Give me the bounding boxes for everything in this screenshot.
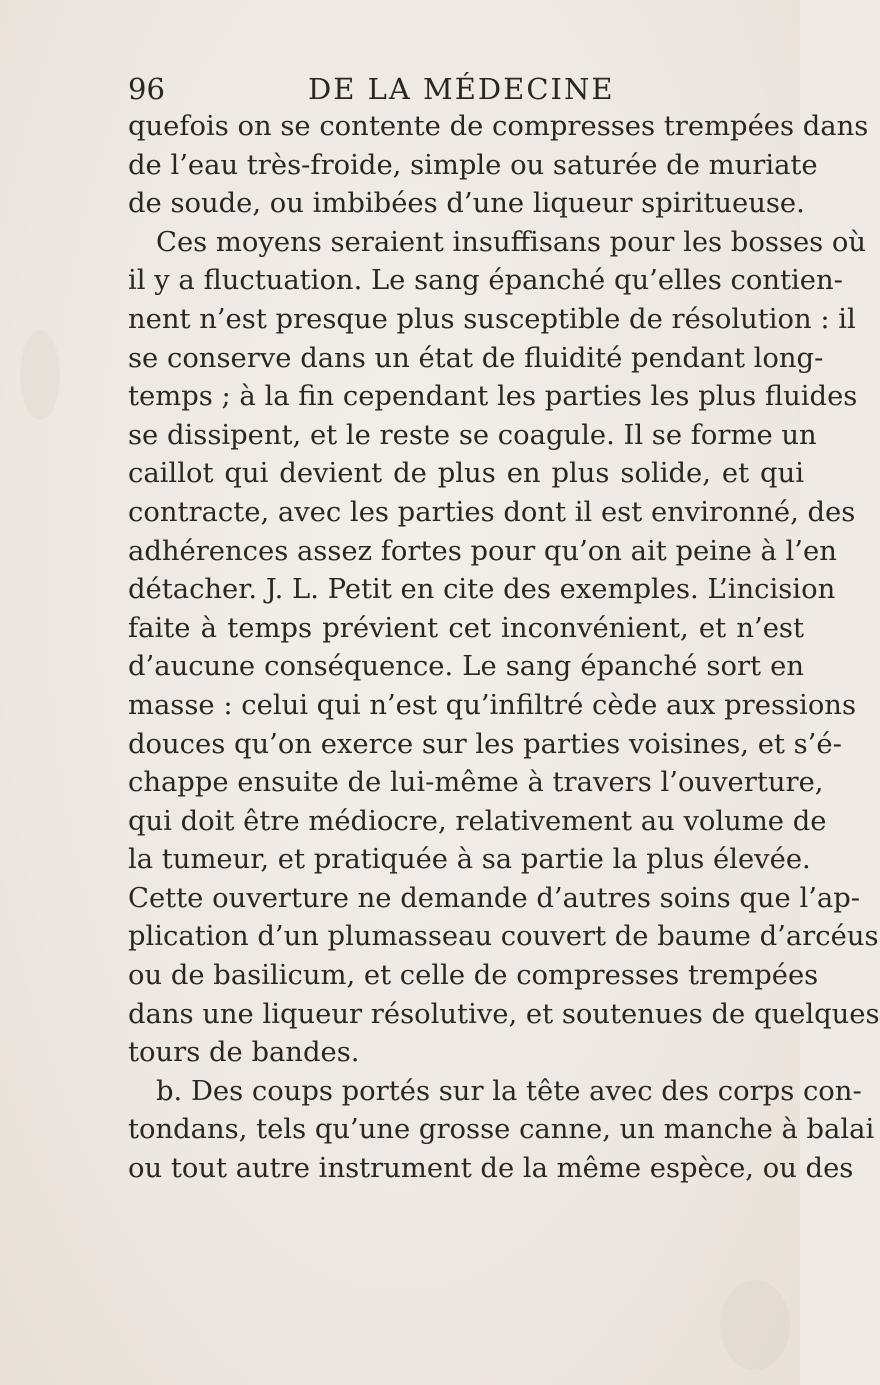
text-line: tours de bandes. <box>128 1037 360 1069</box>
text-line: de l’eau très-froide, simple ou saturée de muriate <box>128 149 818 181</box>
page-number: 96 <box>128 72 165 106</box>
paper-stain <box>720 1280 790 1370</box>
text-line: de soude, ou imbibées d’une liqueur spiritueuse. <box>128 188 805 220</box>
text-line: il y a fluctuation. Le sang épanché qu’elles contien- <box>128 265 843 297</box>
body-text <box>128 108 880 1189</box>
text-line: Ces moyens seraient insuffisans pour les bosses où <box>156 226 867 258</box>
text-line: adhérences assez fortes pour qu’on ait peine à l’en <box>128 535 837 567</box>
text-line: b. Des coups portés sur la tête avec des corps con- <box>156 1075 862 1107</box>
text-line: ou de basilicum, et celle de compresses trempées <box>128 960 819 992</box>
text-line: quefois on se contente de compresses trempées dans <box>128 111 869 142</box>
page-header <box>128 72 688 112</box>
text-line: d’aucune conséquence. Le sang épanché sort en <box>128 651 804 683</box>
paper-stain <box>20 330 60 420</box>
text-line: détacher. J. L. Petit en cite des exemples. L’incision <box>128 574 836 606</box>
text-line: nent n’est presque plus susceptible de résolution : il <box>128 303 856 335</box>
text-line: douces qu’on exerce sur les parties voisines, et s’é- <box>128 728 842 760</box>
text-line: se dissipent, et le reste se coagule. Il se forme un <box>128 419 817 451</box>
text-line: chappe ensuite de lui-même à travers l’ouverture, <box>128 767 824 799</box>
text-line: tondans, tels qu’une grosse canne, un manche à balai <box>128 1114 875 1146</box>
text-line: caillot qui devient de plus en plus solide, et qui <box>128 458 804 490</box>
running-title: DE LA MÉDECINE <box>308 72 615 106</box>
text-line: faite à temps prévient cet inconvénient, et n’est <box>128 612 804 644</box>
text-line: contracte, avec les parties dont il est environné, des <box>128 496 856 528</box>
text-line: la tumeur, et pratiquée à sa partie la plus élevée. <box>128 844 811 876</box>
text-line: masse : celui qui n’est qu’infiltré cède aux pressions <box>128 689 857 721</box>
text-line: ou tout autre instrument de la même espèce, ou des <box>128 1153 854 1185</box>
text-line: Cette ouverture ne demande d’autres soins que l’ap- <box>128 882 861 914</box>
text-line: qui doit être médiocre, relativement au volume de <box>128 805 827 837</box>
text-line: plication d’un plumasseau couvert de baume d’arcéus <box>128 921 879 953</box>
text-line: se conserve dans un état de fluidité pendant long- <box>128 342 824 374</box>
text-line: dans une liqueur résolutive, et soutenues de quelques <box>128 998 880 1030</box>
text-line: temps ; à la fin cependant les parties les plus fluides <box>128 381 858 413</box>
